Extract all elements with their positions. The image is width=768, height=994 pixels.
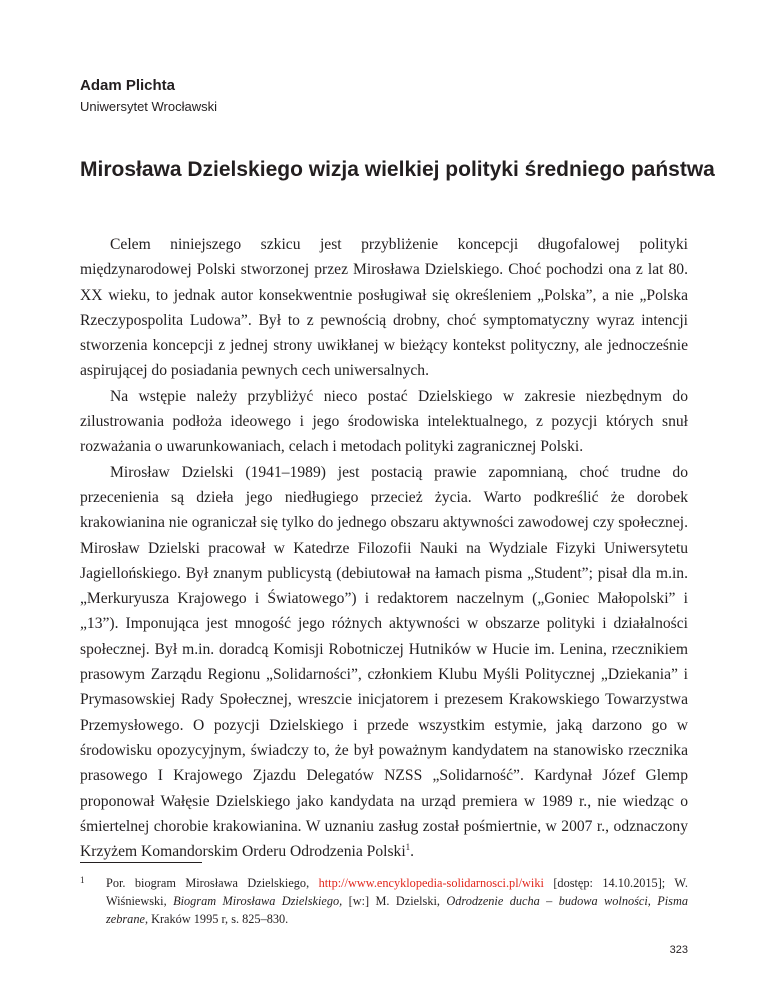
body-paragraph-text: Mirosław Dzielski (1941–1989) jest postacią prawie zapomnianą, choć trudne do przecenienia są dzieła jego niedługiego przecież życia. Warto podkreślić że dorobek krakowianina nie ograniczał się tylko do jednego obszaru aktywności zawodowej czy społecznej. Mirosław Dzielski pracował w Katedrze Filozofii Nauki na Wydziale Fizyki Uniwersytetu Jagiellońskiego. Był znanym publicystą (debiutował na łamach pisma „Student”; pisał dla m.in. „Merkuryusza Krajowego i Światowego”) i redaktorem naczelnym („Goniec Małopolski” i „13”). Imponująca jest mnogość jego różnych aktywności w obszarze polityki i działalności społecznej. Był m.in. doradcą Komisji Robotniczej Hutników w Hucie im. Lenina, rzecznikiem prasowym Zarządu Regionu „Solidarności”, członkiem Klubu Myśli Politycznej „Dziekania” i Prymasowskiej Rady Społecznej, wreszcie inicjatorem i prezesem Krakowskiego Towarzystwa Przemysłowego. O pozycji Dzielskiego i przede wszystkim estymie, jaką darzono go w środowisku opozycyjnym, świadczy to, że był poważnym kandydatem na stanowisko rzecznika prasowego I Krajowego Zjazdu Delegatów NZSS „Solidarność”. Kardynał Józef Glemp proponował Wałęsie Dzielskiego jako kandydata na urząd premiera w 1989 r., nie wiedząc o śmiertelnej chorobie krakowianina. W uznaniu zasług został pośmiertnie, w 2007 r., odznaczony Krzyżem Komandorskim Orderu Odrodzenia Polski <box>80 463 688 861</box>
page-number: 323 <box>669 944 688 956</box>
footnote-text-part: , Kraków 1995 r, s. 825–830. <box>144 912 289 926</box>
footnote-title-italic: Odrodzenie ducha – budowa wolności, Pisma zebrane <box>106 894 688 926</box>
footnote-marker: 1 <box>80 875 85 885</box>
author-affiliation: Uniwersytet Wrocławski <box>80 99 218 114</box>
footnote-separator <box>80 862 202 863</box>
footnote-reference[interactable]: 1 <box>405 841 411 852</box>
article-body <box>80 232 688 864</box>
footnote-link[interactable]: http://www.encyklopedia-solidarnosci.pl/wiki <box>318 876 544 890</box>
body-paragraph: Na wstępie należy przybliżyć nieco postać Dzielskiego w zakresie niezbędnym do zilustrowania podłoża ideowego i jego środowiska intelektualnego, z pozycji których snuł rozważania o uwarunkowaniach, celach i metodach polityki zagranicznej Polski. <box>80 387 688 456</box>
author-name: Adam Plichta <box>80 77 176 94</box>
body-paragraph: Celem niniejszego szkicu jest przybliżenie koncepcji długofalowej polityki międzynarodowej Polski stworzonej przez Mirosława Dzielskiego. Choć pochodzi ona z lat 80. XX wieku, to jednak autor konsekwentnie posługiwał się określeniem „Polska”, a nie „Polska Rzeczypospolita Ludowa”. Był to z pewnością drobny, choć symptomatyczny wyraz intencji stworzenia koncepcji z jednej strony uwikłanej w bieżący kontekst polityczny, ale jednocześnie aspirującej do posiadania pewnych cech uniwersalnych. <box>80 236 688 380</box>
footnote-text-part: [w:] M. Dzielski, <box>342 894 447 908</box>
footnote-text-part: [dostęp: 14.10.2015]; W. Wiśniewski, <box>106 876 688 908</box>
article-title: Mirosława Dzielskiego wizja wielkiej polityki średniego państwa <box>80 158 715 181</box>
footnote-title-italic: Biogram Mirosława Dzielskiego, <box>173 894 343 908</box>
body-paragraph: Mirosław Dzielski (1941–1989) jest postacią prawie zapomnianą, choć trudne do przecenienia są dzieła jego niedługiego przecież życia. Warto podkreślić że dorobek krakowianina nie ograniczał się tylko do jednego obszaru aktywności zawodowej czy społecznej. Mirosław Dzielski pracował w Katedrze Filozofii Nauki na Wydziale Fizyki Uniwersytetu Jagiellońskiego. Był znanym publicystą (debiutował na łamach pisma „Student”; pisał dla m.in. „Merkuryusza Krajowego i Światowego”) i redaktorem naczelnym („Goniec Małopolski” i „13”). Imponująca jest mnogość jego różnych aktywności w obszarze polityki i działalności społecznej. Był m.in. doradcą Komisji Robotniczej Hutników w Hucie im. Lenina, rzecznikiem prasowym Zarządu Regionu „Solidarności”, członkiem Klubu Myśli Politycznej „Dziekania” i Prymasowskiej Rady Społecznej, wreszcie inicjatorem i prezesem Krakowskiego Towarzystwa Przemysłowego. O pozycji Dzielskiego i przede wszystkim estymie, jaką darzono go w środowisku opozycyjnym, świadczy to, że był poważnym kandydatem na stanowisko rzecznika prasowego I Krajowego Zjazdu Delegatów NZSS „Solidarność”. Kardynał Józef Glemp proponował Wałęsie Dzielskiego jako kandydata na urząd premiera w 1989 r., nie wiedząc o śmiertelnej chorobie krakowianina. W uznaniu zasług został pośmiertnie, w 2007 r., odznaczony Krzyżem Komandorskim Orderu Odrodzenia Polski$^1$. <box>80 463 688 861</box>
footnote-text <box>106 874 688 928</box>
footnote-text-part: Por. biogram Mirosława Dzielskiego, <box>106 876 319 890</box>
footnote <box>80 874 688 928</box>
